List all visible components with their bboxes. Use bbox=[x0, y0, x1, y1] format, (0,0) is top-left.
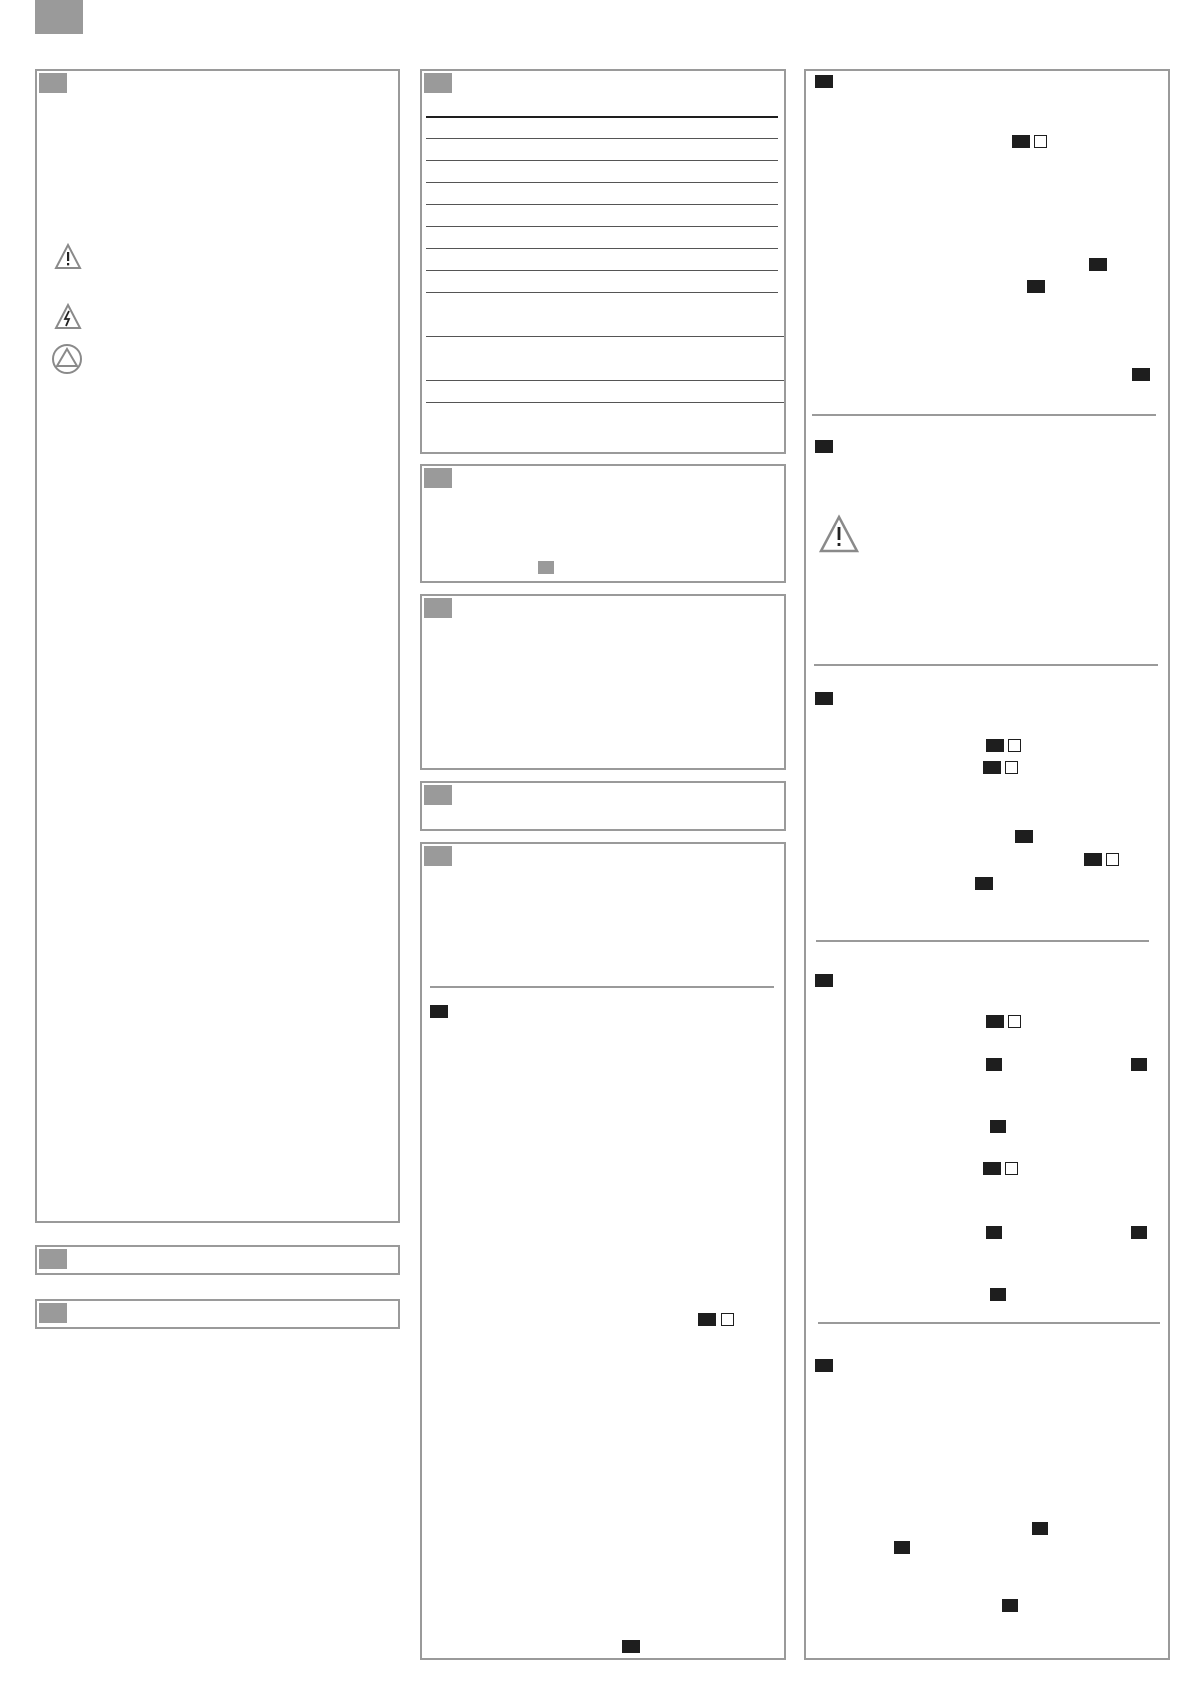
figure-ref-marker bbox=[1131, 1058, 1147, 1071]
middle-panel-5 bbox=[420, 842, 786, 1660]
table-row-rule bbox=[426, 248, 778, 249]
figure-ref-box bbox=[1008, 739, 1021, 752]
figure-ref-box bbox=[1034, 135, 1047, 148]
figure-ref-marker bbox=[986, 739, 1004, 752]
figure-ref-marker bbox=[622, 1640, 640, 1653]
right-panel bbox=[804, 69, 1170, 1660]
left-main-panel-marker bbox=[39, 73, 67, 93]
left-small-panel-1 bbox=[35, 1245, 400, 1275]
middle-panel-4-marker bbox=[424, 785, 452, 805]
middle-panel-2-marker bbox=[424, 468, 452, 488]
middle-panel-4 bbox=[420, 781, 786, 831]
table-row-rule bbox=[426, 336, 784, 337]
section-marker bbox=[815, 1359, 833, 1372]
warning-triangle-icon bbox=[54, 243, 82, 271]
middle-panel-3-marker bbox=[424, 598, 452, 618]
figure-ref-box bbox=[1106, 853, 1119, 866]
table-row-rule bbox=[426, 226, 778, 227]
electrical-hazard-icon bbox=[54, 303, 82, 331]
figure-ref-marker bbox=[698, 1313, 716, 1326]
figure-ref-marker bbox=[1015, 830, 1033, 843]
middle-table-panel-marker bbox=[424, 73, 452, 93]
figure-ref-marker bbox=[986, 1058, 1002, 1071]
section-divider bbox=[814, 664, 1158, 666]
section-marker bbox=[815, 75, 833, 88]
middle-table-panel bbox=[420, 69, 786, 454]
table-row-rule bbox=[426, 182, 778, 183]
inline-grey-marker bbox=[538, 561, 554, 574]
section-divider bbox=[812, 414, 1156, 416]
figure-ref-marker bbox=[1089, 258, 1107, 271]
warning-triangle-icon bbox=[818, 514, 860, 554]
circled-triangle-icon bbox=[51, 343, 83, 375]
table-row-rule bbox=[426, 270, 778, 271]
left-small-panel-2 bbox=[35, 1299, 400, 1329]
figure-ref-marker bbox=[1131, 1226, 1147, 1239]
figure-ref-marker bbox=[975, 877, 993, 890]
figure-ref-marker bbox=[986, 1015, 1004, 1028]
table-row-rule bbox=[426, 292, 778, 293]
left-main-panel bbox=[35, 69, 400, 1223]
figure-ref-marker bbox=[1132, 368, 1150, 381]
figure-ref-marker bbox=[894, 1541, 910, 1554]
figure-ref-marker bbox=[1084, 853, 1102, 866]
table-rule-top bbox=[426, 116, 778, 118]
figure-ref-marker bbox=[983, 761, 1001, 774]
figure-ref-box bbox=[1005, 761, 1018, 774]
section-divider bbox=[818, 1322, 1160, 1324]
table-row-rule bbox=[426, 204, 778, 205]
table-row-rule bbox=[426, 138, 778, 139]
section-marker bbox=[815, 440, 833, 453]
section-divider bbox=[816, 940, 1149, 942]
table-row-rule bbox=[426, 160, 778, 161]
left-small-panel-1-marker bbox=[39, 1249, 67, 1269]
figure-ref-marker bbox=[990, 1120, 1006, 1133]
table-row-rule bbox=[426, 380, 784, 381]
figure-ref-marker bbox=[1027, 280, 1045, 293]
section-marker bbox=[815, 692, 833, 705]
figure-ref-box bbox=[1005, 1162, 1018, 1175]
section-marker bbox=[430, 1005, 448, 1018]
middle-panel-2 bbox=[420, 464, 786, 583]
table-row-rule bbox=[426, 402, 784, 403]
figure-ref-marker bbox=[990, 1288, 1006, 1301]
middle-panel-5-marker bbox=[424, 846, 452, 866]
middle-panel-3 bbox=[420, 594, 786, 770]
figure-ref-marker bbox=[1012, 135, 1030, 148]
figure-ref-marker bbox=[1002, 1599, 1018, 1612]
figure-ref-box bbox=[721, 1313, 734, 1326]
figure-ref-marker bbox=[983, 1162, 1001, 1175]
figure-ref-marker bbox=[1032, 1522, 1048, 1535]
figure-ref-marker bbox=[986, 1226, 1002, 1239]
page-corner-marker bbox=[35, 0, 83, 34]
left-small-panel-2-marker bbox=[39, 1303, 67, 1323]
section-divider bbox=[430, 986, 774, 988]
figure-ref-box bbox=[1008, 1015, 1021, 1028]
section-marker bbox=[815, 974, 833, 987]
